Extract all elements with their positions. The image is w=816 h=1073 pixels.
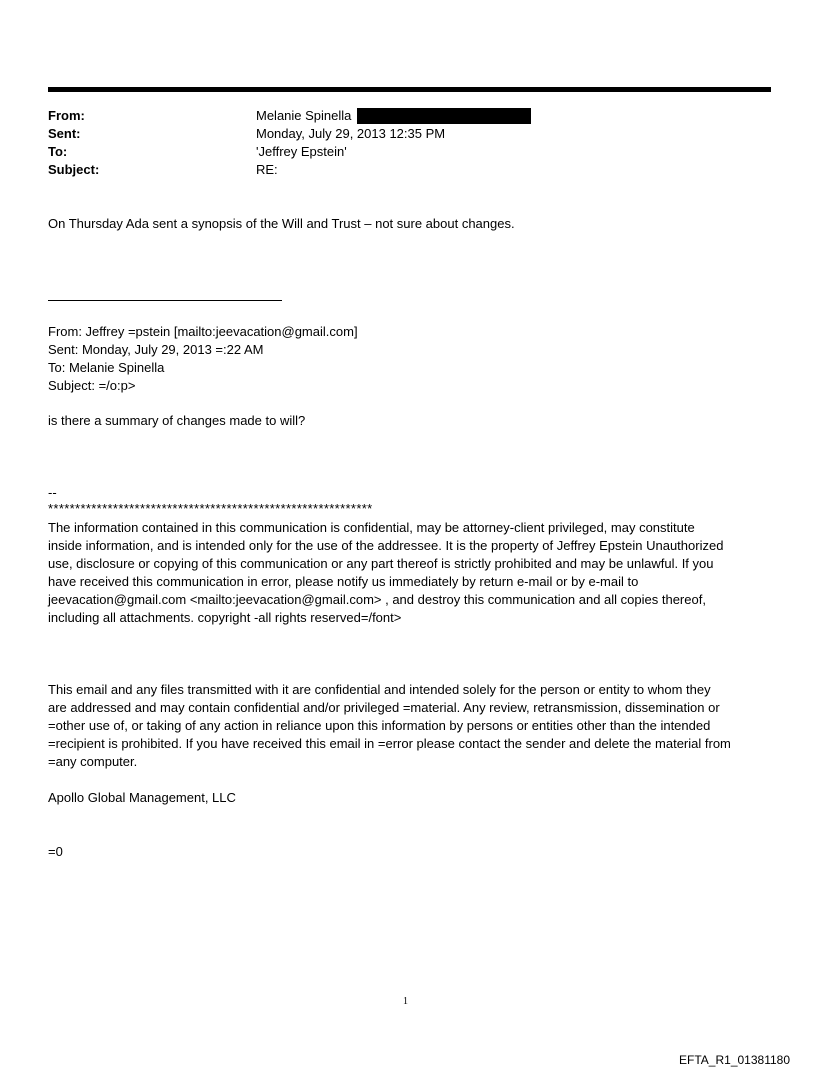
disclaimer-line: are addressed and may contain confidential and/or privileged =material. Any review, retransmission, dissemination or xyxy=(48,700,720,715)
quoted-to: To: Melanie Spinella xyxy=(48,360,165,375)
apollo-disclaimer xyxy=(48,681,778,771)
disclaimer-line: =recipient is prohibited. If you have received this email in =error please contact the sender and delete the material from xyxy=(48,736,731,751)
disclaimer-line: This email and any files transmitted with it are confidential and intended solely for the person or entity to whom they xyxy=(48,682,711,697)
notice-line: use, disclosure or copying of this communication or any part thereof is strictly prohibited and may be unlawful. If you xyxy=(48,556,714,571)
subject-label: Subject: xyxy=(48,162,100,177)
subject-row xyxy=(48,161,531,179)
trailer-text: =0 xyxy=(48,844,63,859)
from-label: From: xyxy=(48,108,85,123)
document-id: EFTA_R1_01381180 xyxy=(679,1053,790,1067)
from-row xyxy=(48,107,531,125)
disclaimer-line: =other use of, or taking of any action in reliance upon this information by persons or entities other than the intended xyxy=(48,718,711,733)
company-name: Apollo Global Management, LLC xyxy=(48,790,236,805)
quoted-from: From: Jeffrey =pstein [mailto:jeevacation@gmail.com] xyxy=(48,324,358,339)
notice-line: jeevacation@gmail.com <mailto:jeevacation@gmail.com> , and destroy this communication and all copies thereof, xyxy=(48,592,706,607)
sent-value: Monday, July 29, 2013 12:35 PM xyxy=(256,126,446,141)
quoted-body: is there a summary of changes made to will? xyxy=(48,413,306,428)
quote-divider xyxy=(48,300,282,301)
reply-body: On Thursday Ada sent a synopsis of the Will and Trust – not sure about changes. xyxy=(48,216,515,231)
sent-label: Sent: xyxy=(48,126,81,141)
header-divider xyxy=(48,87,771,92)
to-row xyxy=(48,143,531,161)
notice-line: The information contained in this communication is confidential, may be attorney-client privileged, may constitute xyxy=(48,520,695,535)
confidentiality-notice xyxy=(48,519,778,627)
from-value-wrap xyxy=(256,107,531,125)
from-value: Melanie Spinella xyxy=(256,108,352,123)
quoted-sent: Sent: Monday, July 29, 2013 =:22 AM xyxy=(48,342,264,357)
disclaimer-line: =any computer. xyxy=(48,754,138,769)
quoted-subject: Subject: =/o:p> xyxy=(48,378,136,393)
to-value: 'Jeffrey Epstein' xyxy=(256,144,347,159)
notice-line: inside information, and is intended only for the use of the addressee. It is the property of Jeffrey Epstein Unauthorized xyxy=(48,538,724,553)
email-headers xyxy=(48,107,531,179)
notice-line: have received this communication in error, please notify us immediately by return e-mail or by e-mail to xyxy=(48,574,639,589)
signature-stars: ************************************************************ xyxy=(48,501,373,516)
notice-line: including all attachments. copyright -all rights reserved=/font> xyxy=(48,610,402,625)
redaction-block xyxy=(357,108,531,124)
subject-value: RE: xyxy=(256,162,278,177)
signature-dashes: -- xyxy=(48,485,57,500)
to-label: To: xyxy=(48,144,68,159)
sent-row xyxy=(48,125,531,143)
page-number: 1 xyxy=(403,996,408,1007)
